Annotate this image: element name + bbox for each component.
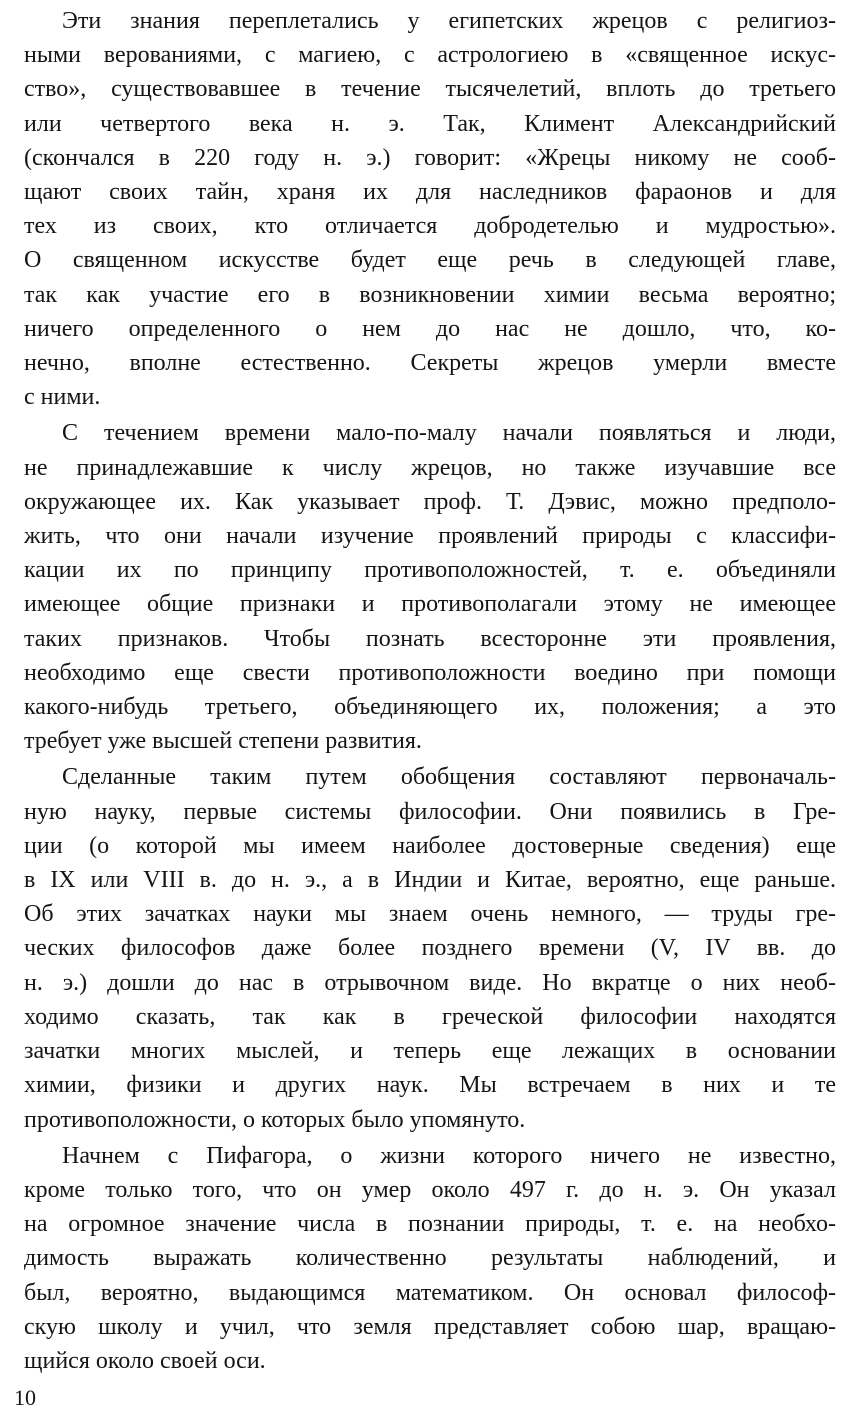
text-line: С течением времени мало-по-малу начали появляться и люди, (62, 420, 836, 447)
text-line: имеющее общие признаки и противополагали этому не имеющее (24, 591, 836, 618)
page-number: 10 (14, 1385, 36, 1410)
text-line: кроме только того, что он умер около 497 г. до н. э. Он указал (24, 1176, 836, 1203)
text-line: не принадлежавшие к числу жрецов, но также изучавшие все (24, 454, 836, 481)
text-line: О священном искусстве будет еще речь в следующей главе, (24, 247, 836, 274)
paragraph-3 (24, 760, 836, 1136)
paragraph-1 (24, 4, 836, 414)
text-line: жить, что они начали изучение проявлений природы с классифи- (24, 523, 836, 550)
text-line: ными верованиями, с магиею, с астрологиею в «священное искус- (24, 42, 836, 69)
text-line: Эти знания переплетались у египетских жрецов с религиоз- (62, 8, 836, 34)
text-line: Сделанные таким путем обобщения составляют первоначаль- (62, 764, 836, 791)
text-line: н. э.) дошли до нас в отрывочном виде. Но вкратце о них необ- (24, 969, 836, 996)
paragraph-4 (24, 1139, 836, 1378)
text-line: скую школу и учил, что земля представляет собою шар, вращаю- (24, 1313, 836, 1340)
text-line: в IX или VIII в. до н. э., а в Индии и Китае, вероятно, еще раньше. (24, 867, 836, 894)
text-line: нечно, вполне естественно. Секреты жрецов умерли вместе (24, 350, 836, 377)
text-line: (скончался в 220 году н. э.) говорит: «Жрецы никому не сооб- (24, 144, 836, 171)
text-line: на огромное значение числа в познании природы, т. е. на необхо- (24, 1211, 836, 1238)
text-line: щают своих тайн, храня их для наследников фараонов и для (24, 179, 836, 206)
text-line: требует уже высшей степени развития. (24, 728, 422, 755)
text-line: щийся около своей оси. (24, 1347, 266, 1374)
text-line: ную науку, первые системы философии. Они появились в Гре- (24, 798, 836, 825)
text-line: ство», существовавшее в течение тысячелетий, вплоть до третьего (24, 76, 836, 103)
text-line: необходимо еще свести противоположности воедино при помощи (24, 659, 836, 686)
text-line: зачатки многих мыслей, и теперь еще лежащих в основании (24, 1038, 836, 1065)
text-line: ции (о которой мы имеем наиболее достоверные сведения) еще (24, 832, 836, 859)
text-line: таких признаков. Чтобы познать всесторонне эти проявления, (24, 625, 836, 652)
paragraph-2 (24, 416, 836, 758)
text-line: тех из своих, кто отличается добродетелью и мудростью». (24, 213, 836, 240)
book-page (24, 4, 836, 1414)
text-line: или четвертого века н. э. Так, Климент Александрийский (24, 110, 836, 137)
text-line: ческих философов даже более позднего времени (V, IV вв. до (24, 935, 836, 962)
text-line: какого-нибудь третьего, объединяющего их, положения; а это (24, 694, 836, 721)
text-line: кации их по принципу противоположностей, т. е. объединяли (24, 557, 836, 584)
text-line: химии, физики и других наук. Мы встречаем в них и те (24, 1072, 836, 1099)
text-line: был, вероятно, выдающимся математиком. Он основал философ- (24, 1279, 836, 1306)
text-line: окружающее их. Как указывает проф. Т. Дэвис, можно предполо- (24, 488, 836, 515)
text-line: противоположности, о которых было упомянуто. (24, 1106, 526, 1133)
text-line: с ними. (24, 384, 101, 411)
text-line: Начнем с Пифагора, о жизни которого ничего не известно, (62, 1142, 836, 1169)
text-line: так как участие его в возникновении химии весьма вероятно; (24, 281, 836, 308)
text-line: ходимо сказать, так как в греческой философии находятся (24, 1003, 836, 1030)
text-line: Об этих зачатках науки мы знаем очень немного, — труды гре- (24, 901, 836, 928)
text-line: димость выражать количественно результаты наблюдений, и (24, 1245, 836, 1272)
text-line: ничего определенного о нем до нас не дошло, что, ко- (24, 315, 836, 342)
